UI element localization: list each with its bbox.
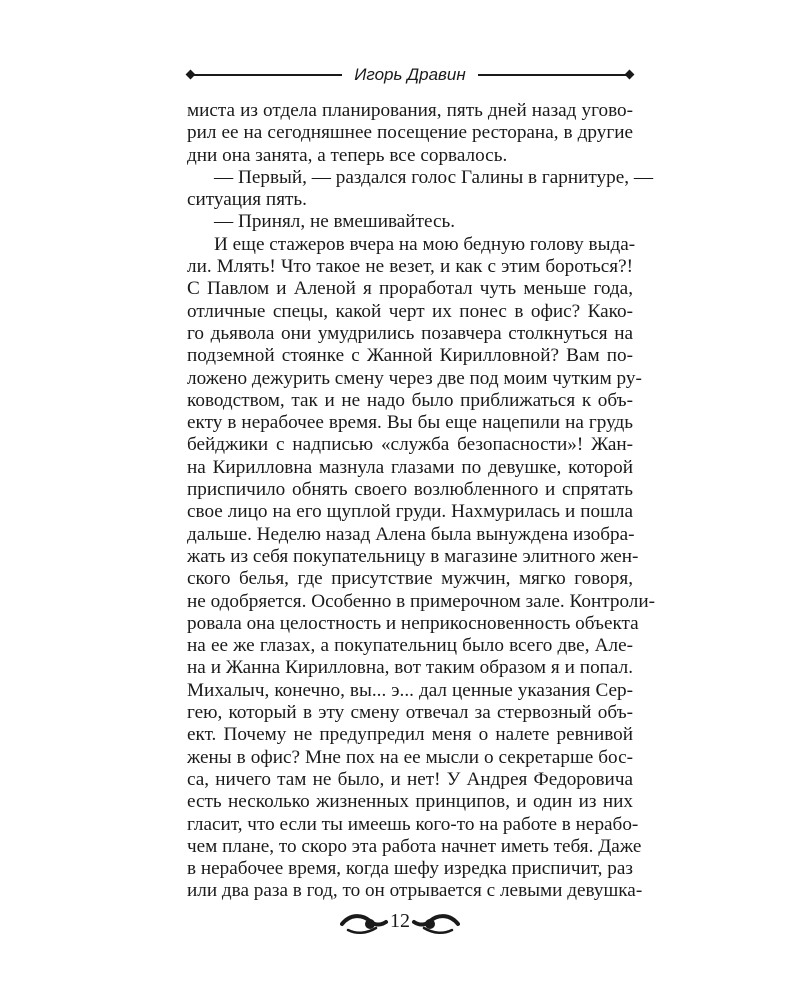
text-line: бейджики с надписью «служба безопасности»! Жан-	[187, 434, 633, 456]
text-line: жены в офис? Мне пох на ее мысли о секретарше бос-	[187, 746, 633, 768]
text-line: С Павлом и Аленой я проработал чуть меньше года,	[187, 278, 633, 300]
text-line: или два раза в год, то он отрывается с левыми девушка-	[187, 880, 643, 902]
text-line: ситуация пять.	[187, 189, 307, 211]
text-line: И еще стажеров вчера на мою бедную голову выда-	[214, 233, 636, 255]
running-head-title: Игорь Дравин	[354, 65, 466, 84]
text-line: приспичило обнять своего возлюбленного и спрятать	[187, 479, 633, 501]
text-line: дни она занята, а теперь все сорвалось.	[187, 144, 508, 166]
text-line: Михалыч, конечно, вы... э... дал ценные указания Сер-	[187, 679, 633, 701]
text-line: гею, который в эту смену отвечал за стервозный объ-	[187, 702, 633, 724]
text-line: — Первый, — раздался голос Галины в гарнитуре, —	[214, 166, 654, 188]
header-rule-right	[478, 74, 628, 76]
text-line: ского белья, где присутствие мужчин, мягко говоря,	[187, 568, 633, 590]
text-line: есть несколько жизненных принципов, и один из них	[187, 791, 633, 813]
text-line: на Кирилловна мазнула глазами по девушке, которой	[187, 456, 633, 478]
running-header	[186, 64, 634, 86]
text-line: подземной стоянке с Жанной Кирилловной? Вам по-	[187, 345, 633, 367]
text-line: са, ничего там не было, и нет! У Андрея Федоровича	[187, 768, 633, 790]
page-footer	[330, 902, 470, 942]
text-line: на и Жанна Кирилловна, вот таким образом я и попал.	[187, 657, 633, 679]
text-line: рил ее на сегодняшнее посещение ресторана, в другие	[187, 122, 633, 144]
text-line: в нерабочее время, когда шефу изредка приспичит, раз	[187, 858, 633, 880]
swirl-ornament-icon	[410, 906, 460, 936]
text-line: дальше. Неделю назад Алена была вынуждена изобра-	[187, 523, 635, 545]
text-line: го дьявола они умудрились позавчера столкнуться на	[187, 322, 633, 344]
text-line: ководством, так и не надо было приближаться к объ-	[187, 389, 633, 411]
text-line: — Принял, не вмешивайтесь.	[214, 211, 456, 233]
text-line: не одобряется. Особенно в примерочном зале. Контроли-	[187, 590, 656, 612]
body-text	[187, 100, 656, 903]
text-line: отличные спецы, какой черт их понес в офис? Како-	[187, 300, 633, 322]
text-line: жать из себя покупательницу в магазине элитного жен-	[187, 545, 639, 567]
text-line: свое лицо на его щуплой груди. Нахмурилась и пошла	[187, 501, 633, 523]
text-line: чем плане, то скоро эта работа начнет иметь тебя. Даже	[187, 835, 642, 857]
text-line: екту в нерабочее время. Вы бы еще нацепили на грудь	[187, 412, 633, 434]
text-line: гласит, что если ты имеешь кого-то на работе в нерабо-	[187, 813, 639, 835]
text-line: ли. Млять! Что такое не везет, и как с этим бороться?!	[187, 256, 633, 278]
page-number: 12	[390, 910, 410, 932]
text-line: ект. Почему не предупредил меня о налете ревнивой	[187, 724, 633, 746]
text-line: ложено дежурить смену через две под моим чутким ру-	[187, 367, 642, 389]
text-line: на ее же глазах, а покупательниц было всего две, Але-	[187, 635, 633, 657]
text-line: миста из отдела планирования, пять дней назад угово-	[187, 100, 633, 121]
text-line: ровала она целостность и неприкосновенность объекта	[187, 612, 639, 634]
